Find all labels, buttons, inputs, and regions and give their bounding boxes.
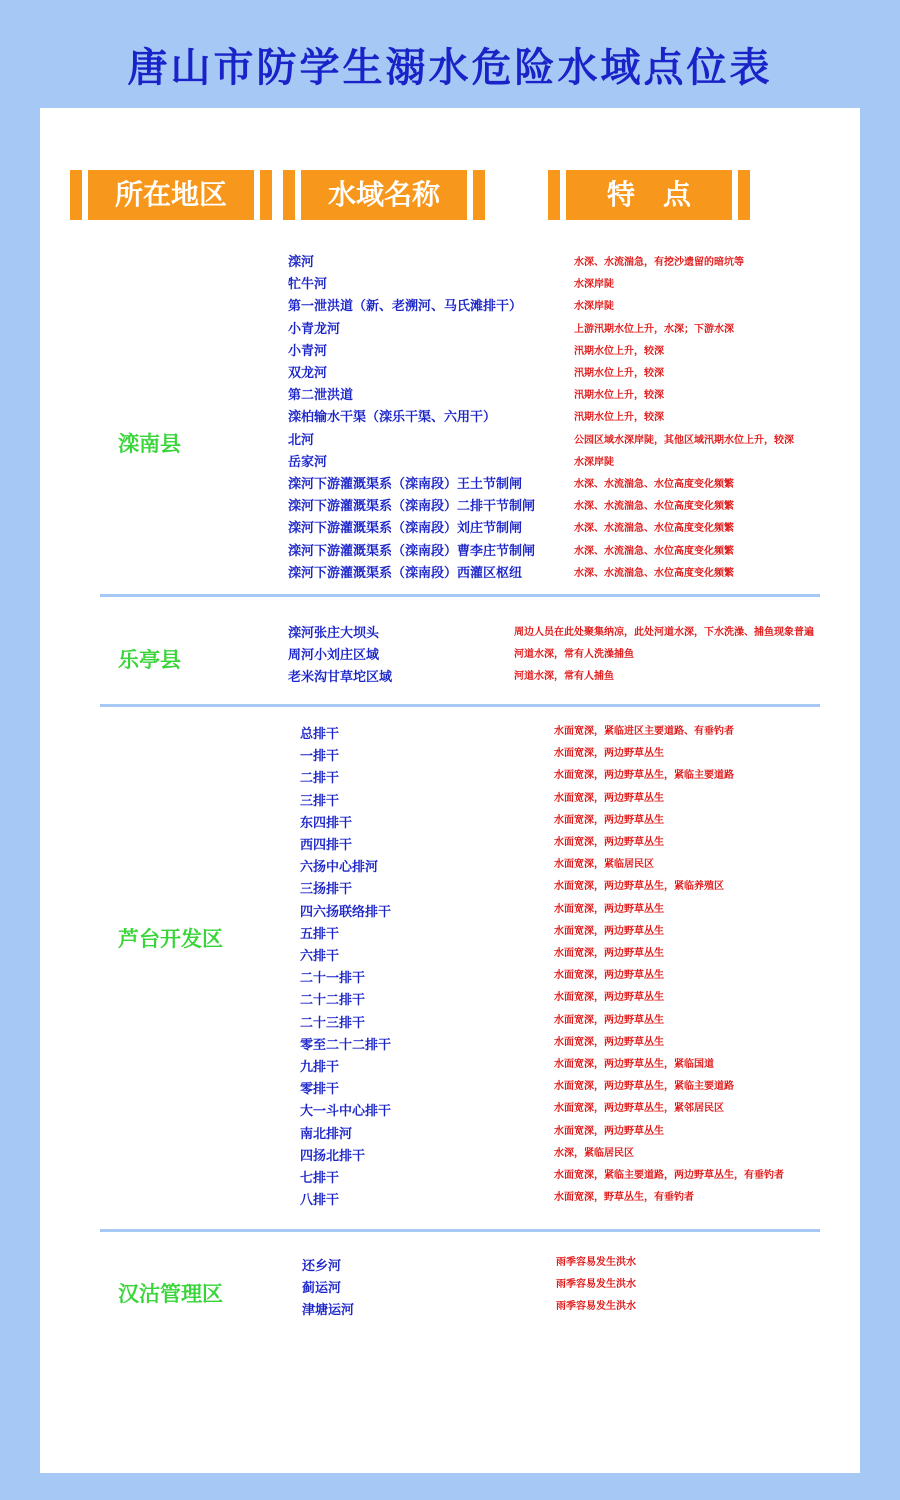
water-feature: 雨季容易发生洪水 bbox=[556, 1279, 636, 1291]
water-name: 南北排河 bbox=[300, 1126, 353, 1142]
water-feature: 河道水深，常有人捕鱼 bbox=[514, 671, 614, 683]
water-name: 大一斗中心排干 bbox=[300, 1104, 392, 1120]
water-name: 滦河下游灌溉渠系（滦南段）曹李庄节制闸 bbox=[288, 543, 536, 559]
water-feature: 水面宽深，两边野草丛生 bbox=[554, 814, 664, 826]
water-feature: 水面宽深，紧临主要道路，两边野草丛生，有垂钓者 bbox=[554, 1170, 784, 1181]
water-name: 六扬中心排河 bbox=[300, 860, 379, 876]
water-feature: 水面宽深，两边野草丛生 bbox=[554, 970, 664, 982]
water-name: 东四排干 bbox=[300, 815, 353, 831]
water-feature: 水面宽深，野草丛生，有垂钓者 bbox=[554, 1192, 694, 1204]
water-name: 蓟运河 bbox=[302, 1281, 342, 1297]
water-feature: 水面宽深，两边野草丛生，紧邻居民区 bbox=[554, 1103, 724, 1115]
page-title: 唐山市防学生溺水危险水域点位表 bbox=[127, 45, 773, 91]
header-water bbox=[283, 170, 485, 220]
water-feature: 水面宽深，紧临居民区 bbox=[554, 859, 654, 871]
water-feature: 水面宽深，两边野草丛生 bbox=[554, 792, 664, 804]
water-feature: 水深、水流湍急、水位高度变化频繁 bbox=[574, 567, 734, 579]
water-name: 滦河下游灌溉渠系（滦南段）刘庄节制闸 bbox=[288, 521, 523, 537]
region-label: 芦台开发区 bbox=[118, 927, 223, 951]
water-feature: 水面宽深，两边野草丛生，紧临国道 bbox=[554, 1059, 714, 1070]
water-feature: 水面宽深，两边野草丛生 bbox=[554, 748, 664, 760]
water-name: 二十一排干 bbox=[300, 971, 366, 987]
water-feature: 水深岸陡 bbox=[574, 279, 614, 291]
water-name: 牤牛河 bbox=[288, 277, 328, 293]
water-name: 老米沟甘草坨区域 bbox=[288, 670, 393, 686]
water-feature: 河道水深，常有人洗澡捕鱼 bbox=[514, 649, 634, 661]
water-name: 第一泄洪道（新、老溯河、马氏滩排干） bbox=[288, 299, 523, 315]
water-feature: 水面宽深，两边野草丛生，紧临主要道路 bbox=[554, 770, 734, 782]
water-name: 三扬排干 bbox=[300, 882, 353, 898]
water-feature: 水深、水流湍急、水位高度变化频繁 bbox=[574, 501, 734, 513]
water-name: 周河小刘庄区域 bbox=[288, 648, 380, 664]
water-name: 小青龙河 bbox=[288, 321, 341, 337]
water-feature: 水深、水流湍急，有挖沙遗留的暗坑等 bbox=[574, 257, 744, 268]
water-name: 六排干 bbox=[300, 949, 340, 964]
water-name: 八排干 bbox=[300, 1193, 340, 1209]
section-divider bbox=[100, 704, 820, 707]
water-feature: 水深，紧临居民区 bbox=[554, 1147, 634, 1159]
water-feature: 水深岸陡 bbox=[574, 301, 614, 313]
header-feature-label: 特 点 bbox=[606, 178, 691, 211]
water-name: 四扬北排干 bbox=[300, 1148, 366, 1164]
table-panel bbox=[40, 108, 860, 1473]
water-name: 零排干 bbox=[300, 1082, 340, 1098]
water-name: 滦河 bbox=[288, 255, 315, 270]
header-region bbox=[70, 170, 272, 220]
water-name: 还乡河 bbox=[302, 1259, 342, 1274]
region-label: 乐亭县 bbox=[118, 648, 181, 672]
water-name: 滦柏输水干渠（滦乐干渠、六用干） bbox=[288, 410, 497, 426]
water-name: 三排干 bbox=[300, 793, 340, 809]
header-region-label: 所在地区 bbox=[114, 178, 227, 211]
water-feature: 汛期水位上升，较深 bbox=[574, 412, 664, 424]
water-feature: 水深、水流湍急、水位高度变化频繁 bbox=[574, 479, 734, 490]
water-name: 二十三排干 bbox=[300, 1015, 366, 1031]
water-name: 滦河下游灌溉渠系（滦南段）西灌区枢纽 bbox=[288, 565, 523, 581]
water-name: 零至二十二排干 bbox=[300, 1037, 392, 1053]
water-feature: 周边人员在此处聚集纳凉，此处河道水深，下水洗澡、捕鱼现象普遍 bbox=[514, 627, 814, 638]
water-feature: 水面宽深，两边野草丛生 bbox=[554, 903, 664, 915]
header-water-label: 水域名称 bbox=[327, 178, 440, 211]
water-feature: 汛期水位上升，较深 bbox=[574, 368, 664, 379]
water-feature: 水面宽深，两边野草丛生 bbox=[554, 925, 664, 937]
water-name: 九排干 bbox=[300, 1060, 340, 1075]
water-name: 北河 bbox=[288, 432, 315, 448]
water-name: 总排干 bbox=[300, 727, 340, 742]
section-divider bbox=[100, 1229, 820, 1232]
water-feature: 水深、水流湍急、水位高度变化频繁 bbox=[574, 523, 734, 535]
water-name: 双龙河 bbox=[288, 366, 328, 381]
header-feature bbox=[548, 170, 750, 220]
water-name: 四六扬联络排干 bbox=[300, 904, 392, 920]
water-name: 滦河张庄大坝头 bbox=[288, 626, 380, 641]
water-name: 小青河 bbox=[288, 343, 328, 359]
water-feature: 水面宽深，两边野草丛生，紧临主要道路 bbox=[554, 1081, 734, 1093]
water-name: 滦河下游灌溉渠系（滦南段）二排干节制闸 bbox=[288, 499, 536, 515]
water-name: 西四排干 bbox=[300, 838, 353, 853]
water-feature: 水深、水流湍急、水位高度变化频繁 bbox=[574, 545, 734, 557]
water-feature: 水面宽深，两边野草丛生，紧临养殖区 bbox=[554, 881, 724, 893]
water-feature: 雨季容易发生洪水 bbox=[556, 1257, 636, 1268]
region-label: 滦南县 bbox=[118, 432, 181, 456]
water-feature: 水面宽深，紧临进区主要道路、有垂钓者 bbox=[554, 726, 734, 737]
water-feature: 水面宽深，两边野草丛生 bbox=[554, 1125, 664, 1137]
water-name: 五排干 bbox=[300, 926, 340, 942]
water-feature: 水面宽深，两边野草丛生 bbox=[554, 992, 664, 1004]
water-feature: 水面宽深，两边野草丛生 bbox=[554, 837, 664, 848]
water-feature: 公园区域水深岸陡，其他区域汛期水位上升，较深 bbox=[574, 434, 794, 446]
water-feature: 汛期水位上升，较深 bbox=[574, 345, 664, 357]
water-name: 七排干 bbox=[300, 1171, 340, 1186]
water-name: 第二泄洪道 bbox=[288, 388, 354, 404]
water-name: 二排干 bbox=[300, 771, 340, 787]
water-name: 二十二排干 bbox=[300, 993, 366, 1009]
water-name: 津塘运河 bbox=[302, 1303, 355, 1319]
section-divider bbox=[100, 594, 820, 597]
water-name: 滦河下游灌溉渠系（滦南段）王土节制闸 bbox=[288, 477, 523, 492]
water-feature: 雨季容易发生洪水 bbox=[556, 1301, 636, 1313]
water-name: 岳家河 bbox=[288, 454, 328, 470]
water-name: 一排干 bbox=[300, 749, 340, 765]
water-feature: 水深岸陡 bbox=[574, 456, 614, 468]
water-feature: 汛期水位上升，较深 bbox=[574, 390, 664, 402]
water-feature: 上游汛期水位上升，水深；下游水深 bbox=[574, 323, 734, 335]
water-feature: 水面宽深，两边野草丛生 bbox=[554, 1036, 664, 1048]
region-label: 汉沽管理区 bbox=[118, 1282, 223, 1306]
water-feature: 水面宽深，两边野草丛生 bbox=[554, 1014, 664, 1026]
water-feature: 水面宽深，两边野草丛生 bbox=[554, 948, 664, 959]
